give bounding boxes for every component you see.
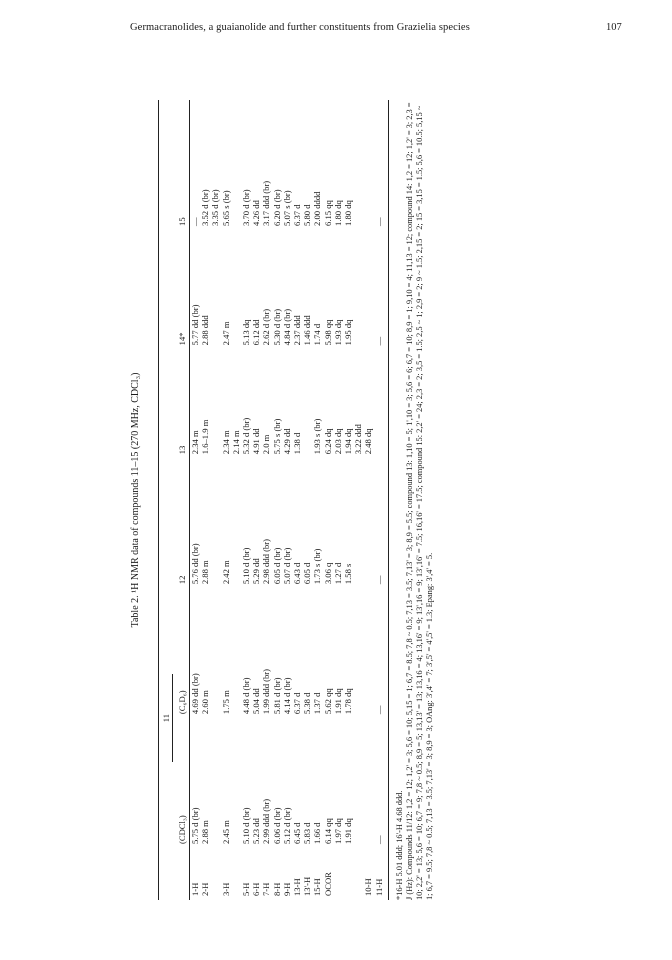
table-cell: 2.98 ddd (br) [261,539,272,585]
column-header: 14* [175,230,190,349]
table-cell: — [374,458,389,588]
table-cell: 5.23 dd [251,818,262,844]
table-row [241,100,251,900]
table-cell: 1.58 s [343,563,354,585]
table-cell [210,230,220,349]
table-cell [374,349,389,458]
table-cell: 1.80 dq [332,200,343,226]
column-header [175,848,190,900]
table-cell: 3.06 q [322,562,333,585]
table-row [353,100,363,900]
table-cell: 2.47 m [220,321,231,346]
table-cell: 4.14 d (br) [281,677,292,715]
table-cell: 4.48 d (br) [241,677,252,715]
table-row [190,100,201,900]
table-cell: 5.81 d (br) [271,677,282,715]
table-cell: 6.05 d [302,562,313,585]
row-label: 6-H [251,882,262,896]
page-number: 107 [606,22,622,33]
table-cell: 2.88 ddd [200,315,211,346]
table-row [231,100,241,900]
table-cell: 1.74 d [312,323,323,346]
table-cell: — [374,230,389,349]
table-cell: 5.10 d (br) [241,547,252,585]
row-label: 7-H [261,882,272,896]
table-cell [353,588,363,718]
table-cell: 4.29 dd [281,428,292,455]
table-row [374,100,389,900]
table-cell: 5.07 s (br) [281,190,292,226]
table-cell: 1.27 d [332,562,343,585]
column-header: (CDCl₃) [175,718,190,848]
table-cell: 1.95 dq [343,319,354,346]
rotated-table-panel [86,80,516,920]
table-cell: 1.46 ddd [302,315,313,346]
table-cell: 2.99 ddd (br) [261,798,272,844]
table-cell: 2.03 dq [332,428,343,455]
table-row [363,100,373,900]
row-label: 8-H [271,882,282,896]
table-cell: 2.34 m [190,430,200,455]
table-cell: 4.91 dd [251,428,262,455]
table-cell [210,718,220,848]
column-header: 15 [175,100,190,230]
table-row [221,100,231,900]
row-label [343,848,353,900]
table-row [292,100,302,900]
row-label: 9-H [281,882,292,896]
table-cell: 3.52 d (br) [200,189,211,226]
row-label: 13'-H [302,876,313,896]
row-label [210,848,220,900]
table-cell: — [374,100,389,230]
table-cell: 2.34 m [220,430,231,455]
table-cell: 2.88 m [200,560,211,585]
table-cell: 6.37 d [292,204,303,226]
table-cell [363,588,373,718]
row-label [353,848,363,900]
table-cell: 5.04 dd [251,688,262,715]
row-label: 3-H [220,882,231,896]
table-cell: 5.80 d [302,204,313,226]
row-label: 5-H [241,882,252,896]
table-cell: 5.75 s (br) [271,418,282,455]
table-cell: 6.45 d [292,822,303,844]
table-cell: — [190,217,200,226]
row-label: 1-H [190,882,200,896]
table-cell: 3.22 ddd [353,424,364,455]
table-cell [363,230,373,349]
table-cell: 2.00 dddd [312,191,323,226]
table-cell [353,458,363,588]
table-cell: 6.05 d (br) [271,547,282,585]
table-cell: 1.75 m [220,690,231,715]
table-cell: 6.06 d (br) [271,807,282,844]
running-title: Germacranolides, a guaianolide and further constituents from Grazielia species [130,22,470,33]
table-cell: 1.38 d [292,432,303,455]
table-cell: 5.98 qq [322,319,333,346]
table-cell: 5.83 d [302,822,313,844]
table-cell: 1.93 s (br) [312,418,323,455]
table-cell: 2.45 m [220,820,231,844]
row-label: 11-H [374,848,389,900]
row-label [333,848,343,900]
header-compound-11: 11 [159,588,176,848]
table-cell: 5.62 qq [322,688,333,715]
table-container [128,80,436,920]
row-label: 10-H [363,878,374,896]
table-cell: 5.12 d (br) [281,807,292,844]
table-row [302,100,312,900]
nmr-table [158,100,389,900]
table-cell: 2.48 dq [363,428,374,455]
table-cell: 6.12 dd [251,319,262,346]
table-cell: 3.35 d (br) [210,189,221,226]
table-cell: 5.75 d (br) [190,807,200,844]
table-cell: 5.30 d (br) [271,308,282,346]
table-cell: 6.20 d (br) [271,189,282,226]
table-cell: 6.37 d [292,692,303,715]
table-cell [231,230,241,349]
table-cell: 1.91 dq [343,818,354,844]
table-cell: 5.77 dd (br) [190,304,200,346]
table-cell: 3.17 ddd (br) [261,180,272,226]
table-cell: 5.76 dd (br) [190,543,200,585]
table-row [251,100,261,900]
table-cell: 4.26 dd [251,200,262,226]
table-cell: 5.38 d [302,692,313,715]
column-header: (C₆D₆) [175,588,190,718]
table-cell: 6.15 qq [322,200,333,226]
table-footnotes [395,100,436,900]
row-label: 13-H [292,878,303,896]
table-cell [231,718,241,848]
table-caption: Table 2. ¹H NMR data of compounds 11–15 (270 MHz, CDCl₃) [130,372,141,628]
table-cell: 1.80 dq [343,200,354,226]
table-cell [363,100,373,230]
table-cell: 2.14 m [230,430,241,455]
table-cell: 2.60 m [200,690,211,715]
table-cell [231,458,241,588]
table-cell: 1.91 dq [332,688,343,715]
table-cell: 4.69 dd (br) [190,673,200,715]
table-row [333,100,343,900]
footnote-star: *16-H 5.01 ddd; 16'-H 4.68 ddd. [394,790,404,900]
footnote-coupling: J (Hz): Compounds 11/12: 1,2 = 12; 1,2' = 3; 5,6 = 10; 5,15 = 1; 6,7 = 8.5; 7,8 ~ 0.5; 7,13 = 3.5; 7,13' = 3; 8,9 = 5.5; compound 13: 1,10 = 5; 1',10 = 3; 5,6 = 6; 6,7 = 10; 8,9 = 1; 9,10 = 4; 11,13 = 12; compound 14: 1,2 = 12; 1,2' = 3; 2,3 = 10; 2,2' = 13; 5,6 = 10; 6,7 = 9; 7,8 ~ 0.5; 8,9 = 5; 13,13' = 13; 13,16 = 4; 13,16' = 9; 13',16 = 9; 13',16' = 7.5; 16,16' = 17.5; compound 15: 2,2' = 24; 2,3 = 2; 3,5 = 1.5; 2,5 ~ 1; 2,9 = 2; 9 ~ 1.5; 2,15 = 2; 15 = 3,15 = 1.5; 5,6 = 10.5; 5,15 ~ 1; 6,7 = 9.5; 7,8 ~ 0.5; 7,13 = 3.5; 7,13' = 3; 8,9 = 3; OAng: 3',4' = 7; 3',5' = 4',5' = 1.3; Epang: 3',4' = 5. [405,102,435,900]
table-cell [363,718,373,848]
table-cell: 6.14 qq [322,818,333,844]
table-cell: 1.73 s (br) [312,548,323,585]
table-row [312,100,322,900]
table-cell: 5.13 dq [241,319,252,346]
column-header: 13 [175,349,190,458]
table-cell: 4.84 d (br) [281,308,292,346]
table-cell [353,100,363,230]
table-cell [210,588,220,718]
row-label: 2-H [200,882,211,896]
table-cell: 1.66 d [312,822,323,844]
table-cell [231,588,241,718]
table-cell: 1.93 dq [332,319,343,346]
table-cell: 1.97 dq [332,818,343,844]
table-cell: 6.43 d [292,562,303,585]
table-row [261,100,271,900]
table-row [200,100,210,900]
table-cell [210,458,220,588]
table-cell: 6.24 dq [322,428,333,455]
table-cell: 3.70 d (br) [241,189,252,226]
table-cell [210,349,220,458]
column-header: 12 [175,458,190,588]
table-cell [302,349,312,458]
table-cell: — [374,718,389,848]
table-cell: 1.94 dq [343,428,354,455]
table-cell: 1.6–1.9 m [200,419,211,455]
table-cell [353,718,363,848]
row-label: 15-H [312,878,323,896]
table-cell: 5.65 s (br) [220,190,231,226]
table-row [272,100,282,900]
table-cell: 5.10 d (br) [241,807,252,844]
table-cell: 5.29 dd [251,558,262,585]
table-cell: 2.37 ddd [292,315,303,346]
table-row [323,100,333,900]
header-blank [159,848,176,900]
row-label [231,848,241,900]
table-row [210,100,220,900]
table-cell [231,100,241,230]
table-cell [363,458,373,588]
table-cell: 5.32 d (br) [241,417,252,455]
table-cell: 1.99 ddd (br) [261,668,272,715]
table-cell: — [374,588,389,718]
table-cell: 1.37 d [312,692,323,715]
table-row [282,100,292,900]
table-cell: 2.0 m [261,434,272,455]
table-cell: 2.88 m [200,820,211,844]
header-spacer [159,100,176,588]
table-row [343,100,353,900]
table-cell [353,230,363,349]
table-cell: 5.07 d (br) [281,547,292,585]
table-cell: 1.78 dq [343,688,354,715]
table-cell: 2.62 d (br) [261,308,272,346]
table-body [190,100,389,900]
row-label: OCOR [322,872,333,896]
table-cell: 2.42 m [220,560,231,585]
